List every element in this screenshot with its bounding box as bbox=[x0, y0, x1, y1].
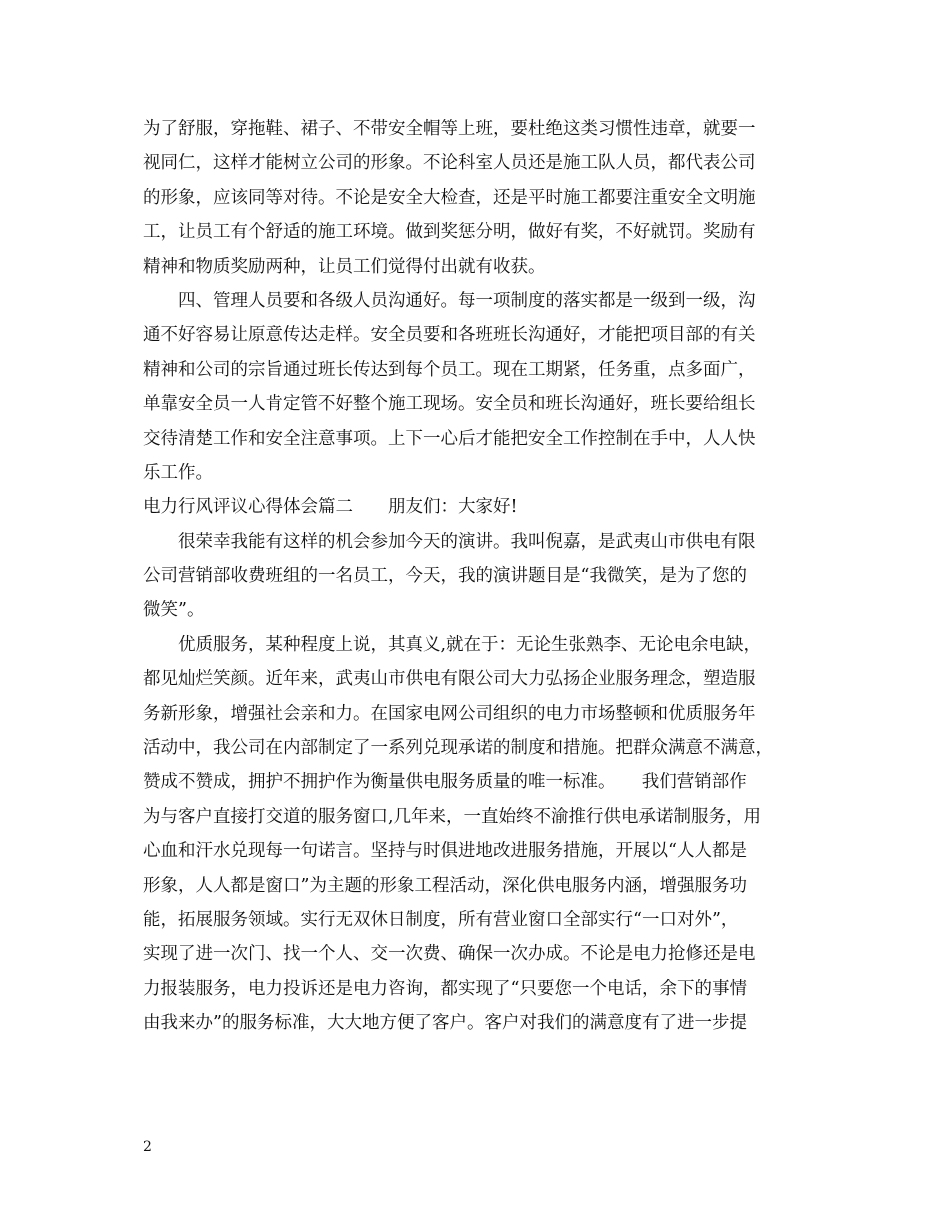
text-line: 为了舒服，穿拖鞋、裙子、不带安全帽等上班，要杜绝这类习惯性违章，就要一 bbox=[143, 119, 756, 139]
text-line: 微笑”。 bbox=[143, 600, 205, 621]
page-number: 2 bbox=[143, 1139, 152, 1155]
text-line: 通不好容易让原意传达走样。安全员要和各班班长沟通好，才能把项目部的有关 bbox=[143, 325, 756, 346]
text-line: 都见灿烂笑颜。近年来，武夷山市供电有限公司大力弘扬企业服务理念，塑造服 bbox=[143, 669, 756, 690]
text-line: 的形象，应该同等对待。不论是安全大检查，还是平时施工都要注重安全文明施 bbox=[143, 187, 756, 208]
text-line: 公司营销部收费班组的一名员工，今天，我的演讲题目是“我微笑，是为了您的 bbox=[143, 566, 747, 587]
text-line: 优质服务，某种程度上说，其真义,就在于：无论生张熟李、无论电余电缺， bbox=[143, 634, 762, 655]
text-line: 工，让员工有个舒适的施工环境。做到奖惩分明，做好有奖，不好就罚。奖励有 bbox=[143, 222, 756, 243]
text-line: 务新形象，增强社会亲和力。在国家电网公司组织的电力市场整顿和优质服务年 bbox=[143, 703, 756, 724]
text-line: 精神和公司的宗旨通过班长传达到每个员工。现在工期紧，任务重，点多面广， bbox=[143, 359, 756, 380]
text-line: 单靠安全员一人肯定管不好整个施工现场。安全员和班长沟通好，班长要给组长 bbox=[143, 394, 756, 415]
text-line: 四、管理人员要和各级人员沟通好。每一项制度的落实都是一级到一级，沟 bbox=[143, 290, 756, 311]
text-line: 交待清楚工作和安全注意事项。上下一心后才能把安全工作控制在手中，人人快 bbox=[143, 428, 756, 449]
document-body bbox=[143, 112, 815, 1041]
text-line: 赞成不赞成，拥护不拥护作为衡量供电服务质量的唯一标准。 我们营销部作 bbox=[143, 772, 747, 793]
text-line: 活动中，我公司在内部制定了一系列兑现承诺的制度和措施。把群众满意不满意， bbox=[143, 738, 773, 759]
text-line: 实现了进一次门、找一个人、交一次费、确保一次办成。不论是电力抢修还是电 bbox=[143, 944, 756, 965]
text-line: 很荣幸我能有这样的机会参加今天的演讲。我叫倪嘉，是武夷山市供电有限 bbox=[143, 531, 756, 552]
text-line: 视同仁，这样才能树立公司的形象。不论科室人员还是施工队人员，都代表公司 bbox=[143, 153, 756, 174]
text-line: 由我来办”的服务标准，大大地方便了客户。客户对我们的满意度有了进一步提 bbox=[143, 1013, 747, 1034]
text-line: 心血和汗水兑现每一句诺言。坚持与时俱进地改进服务措施，开展以“人人都是 bbox=[143, 841, 747, 862]
text-line: 能，拓展服务领域。实行无双休日制度，所有营业窗口全部实行“一口对外”， bbox=[143, 909, 739, 930]
text-line: 乐工作。 bbox=[143, 462, 213, 483]
text-line: 力报装服务，电力投诉还是电力咨询，都实现了“只要您一个电话，余下的事情 bbox=[143, 978, 747, 999]
text-line: 为与客户直接打交道的服务窗口,几年来，一直始终不渝推行供电承诺制服务，用 bbox=[143, 806, 762, 827]
section-heading-line: 电力行风评议心得体会篇二 朋友们：大家好! bbox=[143, 497, 518, 518]
text-line: 形象，人人都是窗口”为主题的形象工程活动，深化供电服务内涵，增强服务功 bbox=[143, 875, 747, 896]
text-line: 精神和物质奖励两种，让员工们觉得付出就有收获。 bbox=[143, 256, 546, 277]
